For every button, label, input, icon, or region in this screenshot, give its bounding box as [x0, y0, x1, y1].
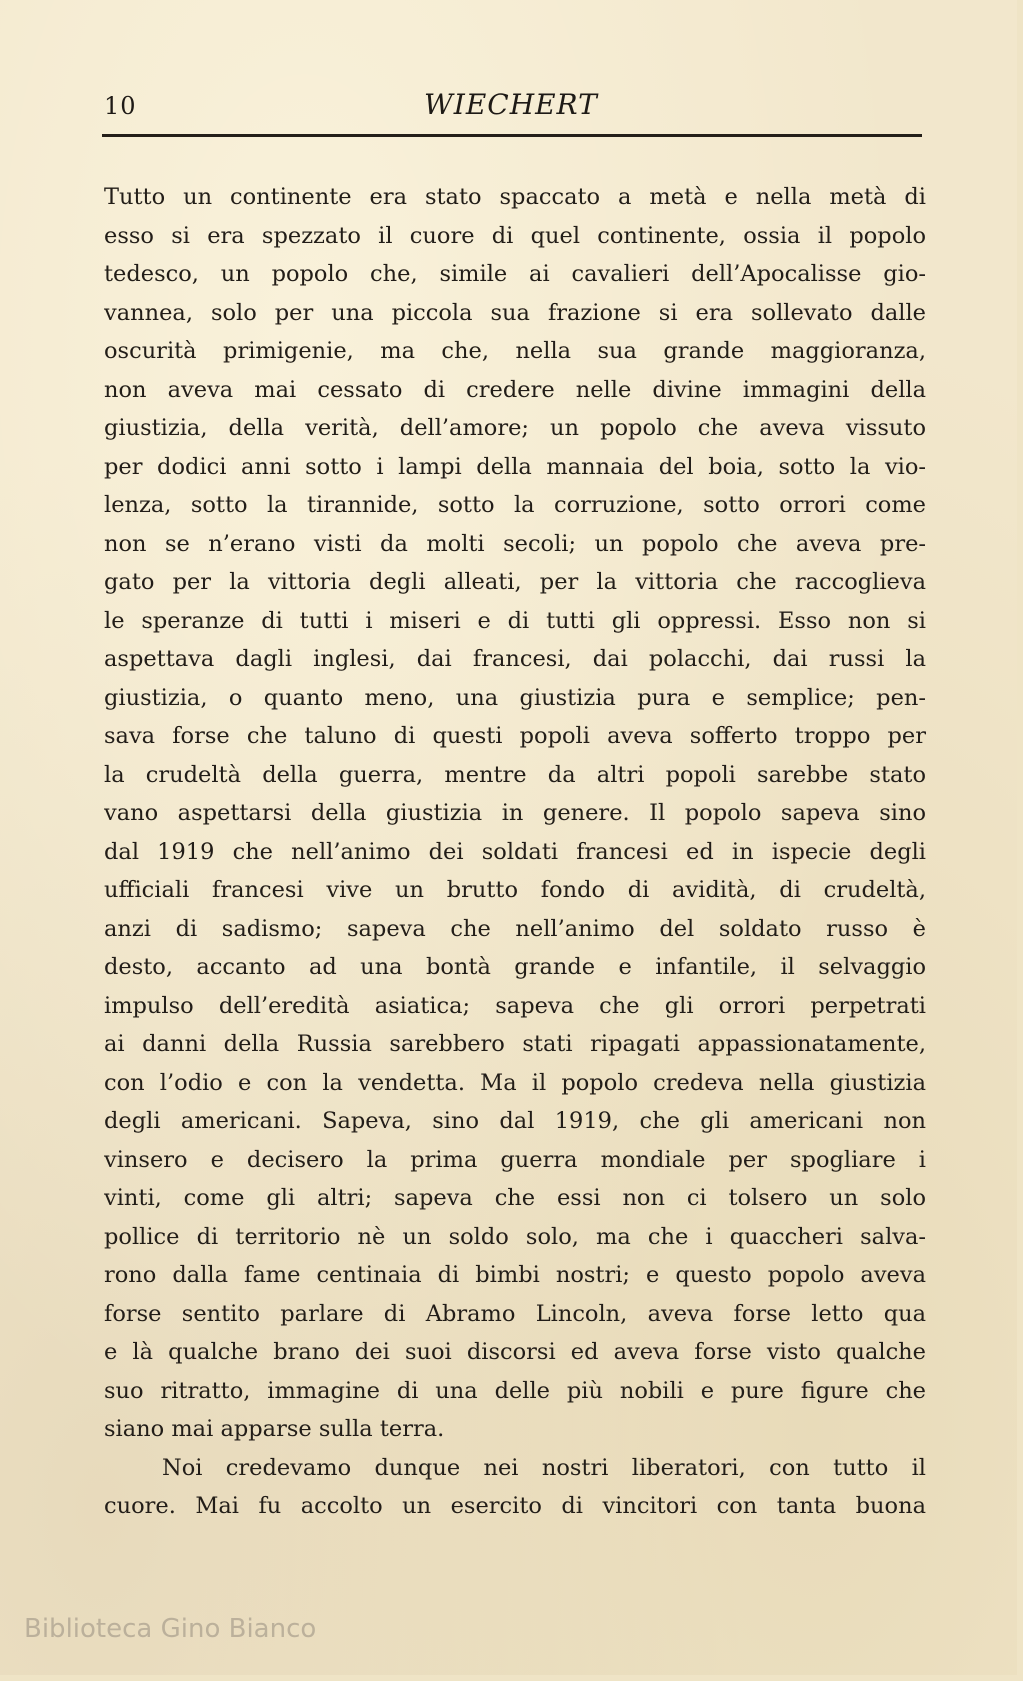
text-line: per dodici anni sotto i lampi della mannaia del boia, sotto la vio- [104, 453, 926, 480]
text-line: rono dalla fame centinaia di bimbi nostri; e questo popolo aveva [104, 1262, 926, 1288]
page-header [104, 88, 922, 128]
text-line: vinti, come gli altri; sapeva che essi non ci tolsero un solo [104, 1185, 926, 1211]
paragraph-1 [104, 178, 926, 1449]
text-line: esso si era spezzato il cuore di quel continente, ossia il popolo [104, 222, 926, 249]
text-line: cuore. Mai fu accolto un esercito di vincitori con tanta buona [104, 1493, 926, 1519]
text-line: vannea, solo per una piccola sua frazione si era sollevato dalle [104, 299, 926, 326]
text-line: sava forse che taluno di questi popoli aveva sofferto troppo per [104, 723, 926, 749]
text-line: oscurità primigenie, ma che, nella sua grande maggioranza, [104, 338, 926, 364]
body-text [104, 178, 926, 1526]
text-line: impulso dell’eredità asiatica; sapeva che gli orrori perpetrati [104, 992, 926, 1019]
text-line: gato per la vittoria degli alleati, per la vittoria che raccoglieva [104, 569, 926, 595]
text-line: suo ritratto, immagine di una delle più nobili e pure figure che [104, 1377, 926, 1404]
text-line: le speranze di tutti i miseri e di tutti gli oppressi. Esso non si [104, 607, 926, 634]
text-line: e là qualche brano dei suoi discorsi ed aveva forse visto qualche [104, 1339, 926, 1365]
text-line: ufficiali francesi vive un brutto fondo di avidità, di crudeltà, [104, 877, 926, 903]
library-watermark: Biblioteca Gino Bianco [24, 1614, 317, 1644]
text-line: anzi di sadismo; sapeva che nell’animo del soldato russo è [104, 915, 926, 942]
text-line: giustizia, o quanto meno, una giustizia pura e semplice; pen- [104, 684, 926, 711]
text-line: con l’odio e con la vendetta. Ma il popolo credeva nella giustizia [104, 1069, 926, 1096]
text-line: dal 1919 che nell’animo dei soldati francesi ed in ispecie degli [104, 838, 926, 865]
text-line: degli americani. Sapeva, sino dal 1919, che gli americani non [104, 1108, 926, 1134]
text-line: pollice di territorio nè un soldo solo, ma che i quaccheri salva- [104, 1223, 926, 1250]
text-line: Noi credevamo dunque nei nostri liberatori, con tutto il [162, 1454, 926, 1481]
text-line: lenza, sotto la tirannide, sotto la corruzione, sotto orrori come [104, 492, 926, 518]
text-line: giustizia, della verità, dell’amore; un popolo che aveva vissuto [104, 415, 926, 441]
header-rule [102, 134, 922, 137]
paragraph-2 [104, 1449, 926, 1526]
text-line: siano mai apparse sulla terra. [104, 1416, 445, 1442]
text-line: non se n’erano visti da molti secoli; un popolo che aveva pre- [104, 530, 926, 557]
text-line: non aveva mai cessato di credere nelle divine immagini della [104, 376, 926, 403]
text-line: forse sentito parlare di Abramo Lincoln, aveva forse letto qua [104, 1300, 926, 1327]
text-line: desto, accanto ad una bontà grande e infantile, il selvaggio [104, 954, 926, 980]
running-head: WIECHERT [424, 88, 598, 121]
page-number: 10 [104, 92, 137, 120]
text-line: aspettava dagli inglesi, dai francesi, dai polacchi, dai russi la [104, 646, 926, 672]
text-line: Tutto un continente era stato spaccato a metà e nella metà di [104, 184, 926, 210]
text-line: tedesco, un popolo che, simile ai cavalieri dell’Apocalisse gio- [104, 261, 926, 287]
text-line: la crudeltà della guerra, mentre da altri popoli sarebbe stato [104, 761, 926, 788]
text-line: ai danni della Russia sarebbero stati ripagati appassionatamente, [104, 1031, 926, 1057]
text-line: vinsero e decisero la prima guerra mondiale per spogliare i [104, 1146, 926, 1173]
text-line: vano aspettarsi della giustizia in genere. Il popolo sapeva sino [104, 800, 926, 826]
